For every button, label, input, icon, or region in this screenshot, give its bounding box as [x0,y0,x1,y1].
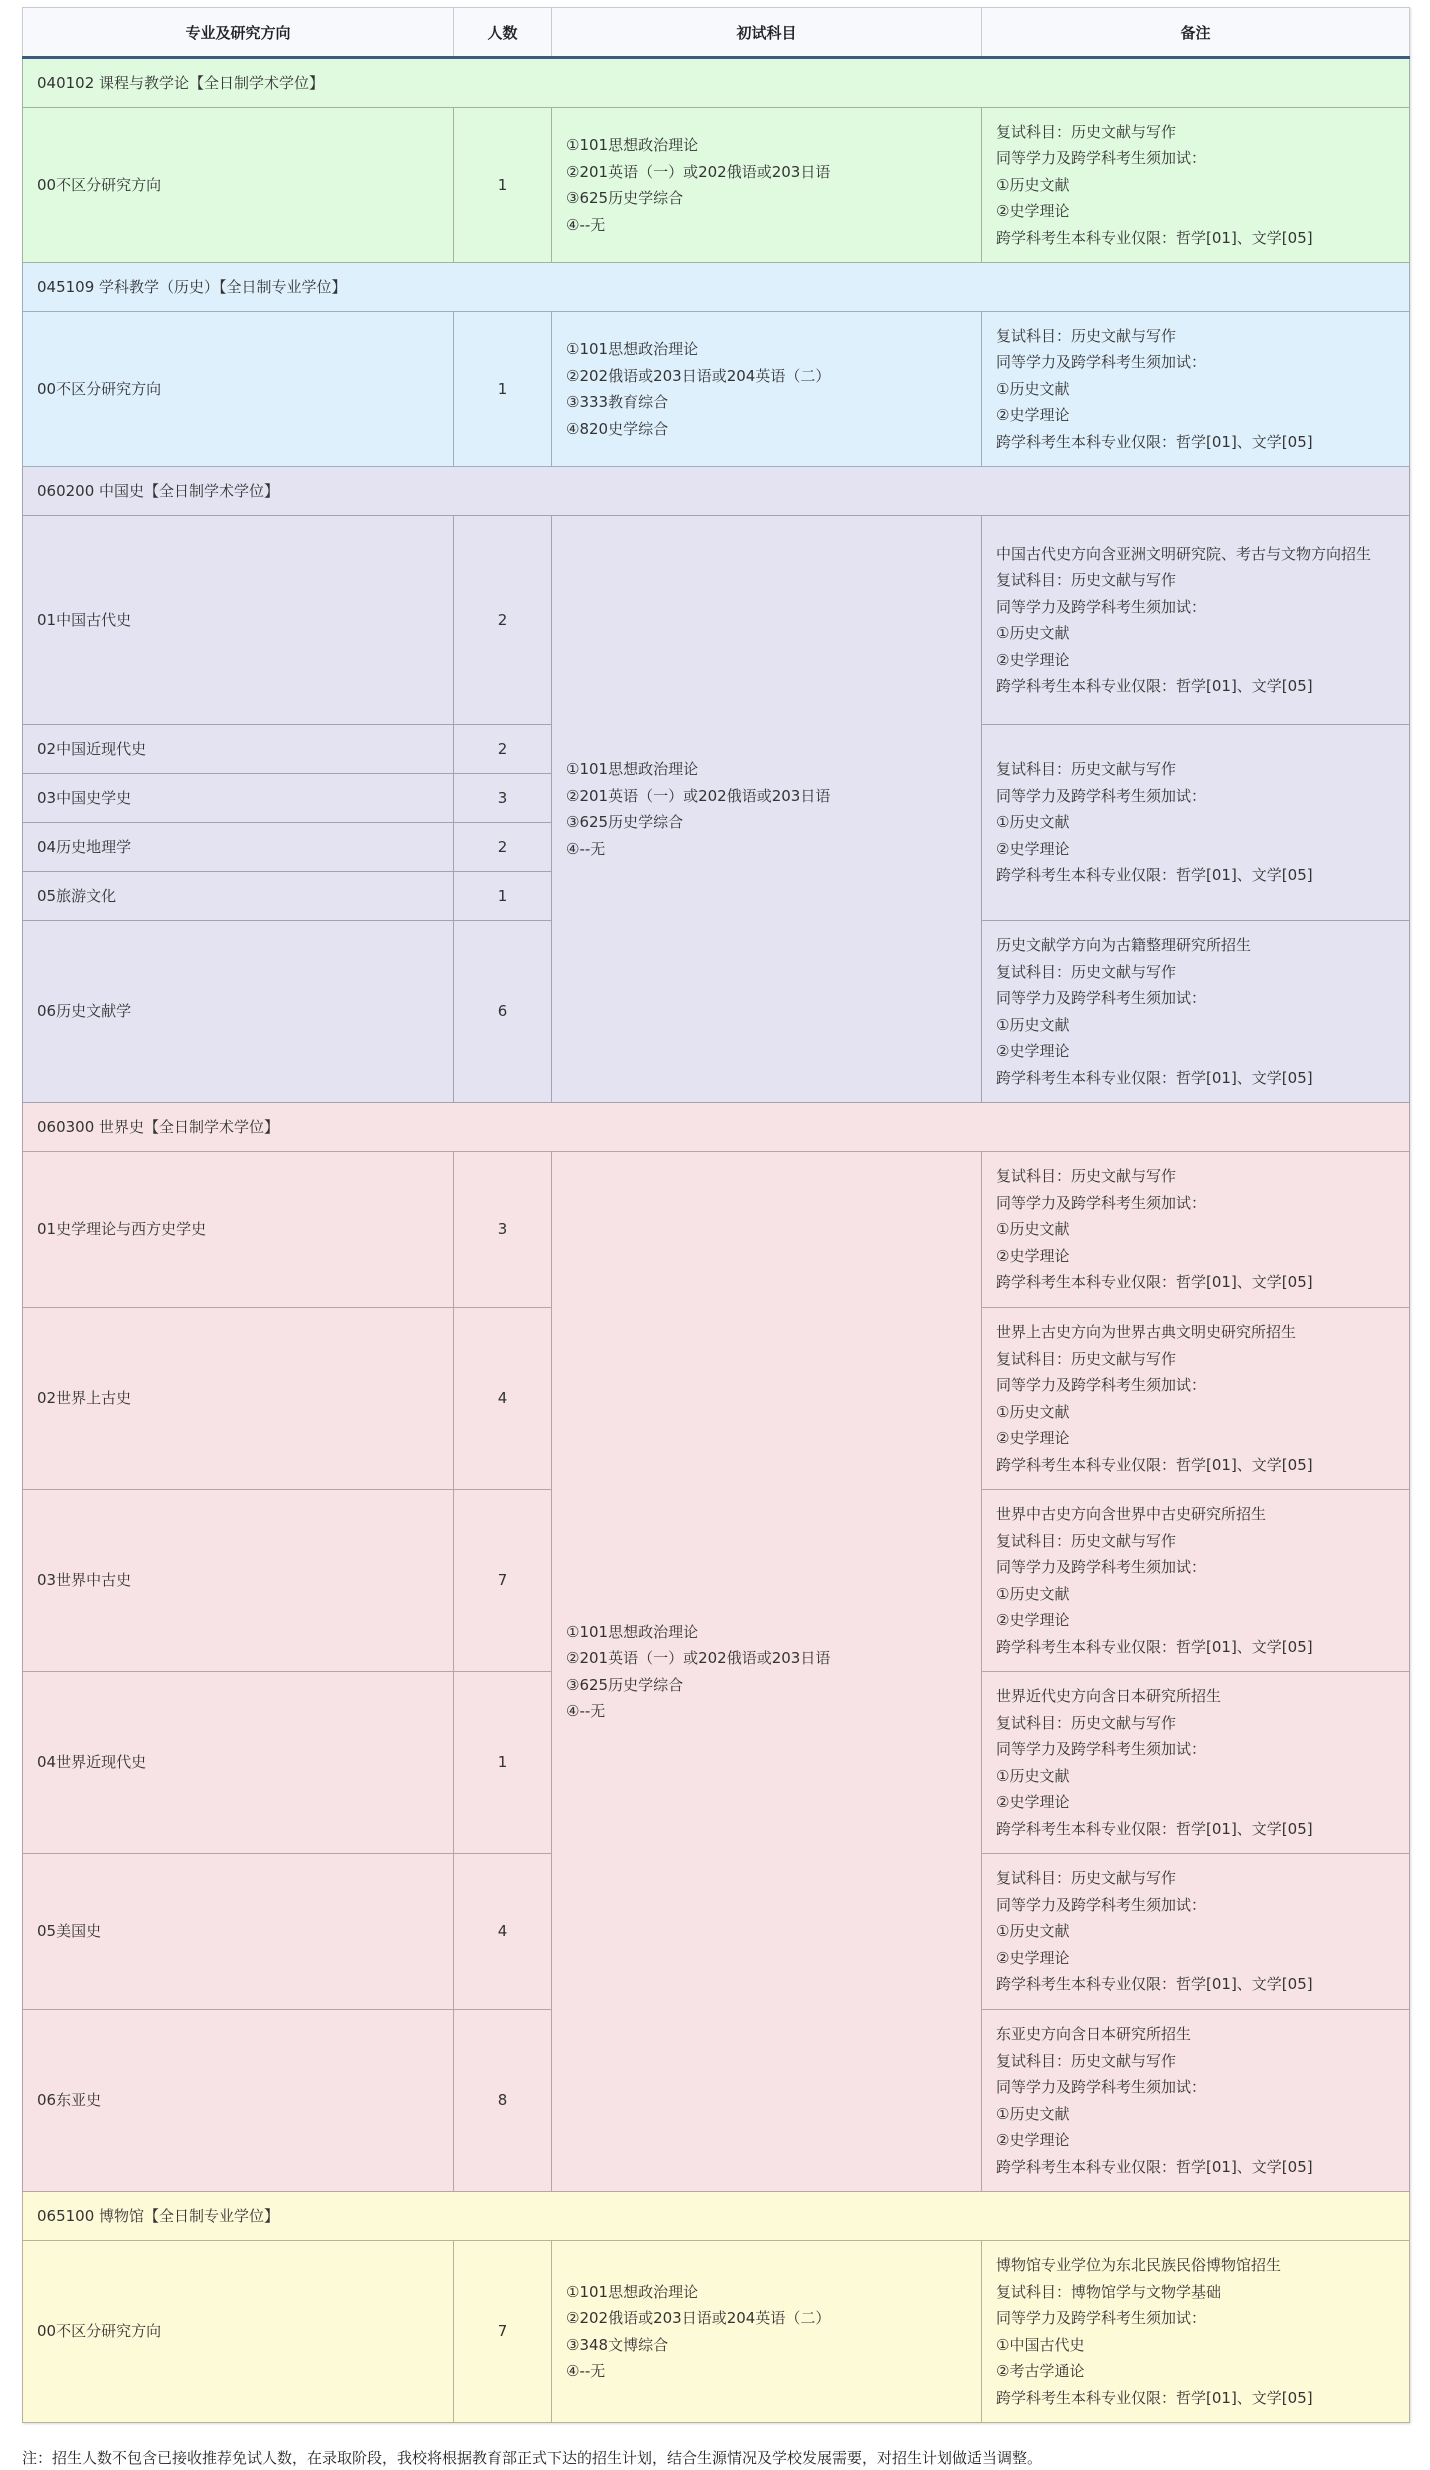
remark-line: 世界近代史方向含日本研究所招生 [996,1687,1222,1705]
remark-line: 跨学科考生本科专业仅限：哲学[01]、文学[05] [996,432,1313,451]
exam-subject: ③348文博综合 [566,2335,669,2354]
remark-line: 复试科目：历史文献与写作 [996,1167,1177,1186]
remark-line: 同等学力及跨学科考生须加试： [996,786,1207,805]
remark-line: ①历史文献 [996,813,1070,832]
exam-subject: ③625历史学综合 [566,813,684,831]
table-header-row [23,8,1410,58]
header-count: 人数 [454,8,552,58]
remark-line: ②史学理论 [996,202,1070,221]
remark-line: 同等学力及跨学科考生须加试： [996,989,1207,1007]
exam-subject: ①101思想政治理论 [566,136,699,154]
remark-line: ①历史文献 [996,2104,1070,2123]
remark-line: ②史学理论 [996,650,1070,669]
remarks-cell [982,108,1410,263]
count-cell: 1 [454,872,552,921]
count-cell: 4 [454,1308,552,1490]
header-exam-subjects: 初试科目 [552,8,982,58]
direction-cell: 00不区分研究方向 [23,2241,454,2423]
remark-line: ②史学理论 [996,839,1070,858]
remark-line: 历史文献学方向为古籍整理研究所招生 [996,936,1252,954]
remark-line: 同等学力及跨学科考生须加试： [996,1376,1207,1394]
remarks-cell [982,1672,1410,1854]
exam-subject: ④820史学综合 [566,419,669,438]
section-title: 045109 学科教学（历史）【全日制专业学位】 [23,263,1410,312]
remark-line: ①历史文献 [996,1922,1070,1941]
remark-line: ①历史文献 [996,1220,1070,1239]
direction-cell: 05美国史 [23,1854,454,2010]
remark-line: 复试科目：历史文献与写作 [996,1713,1177,1732]
direction-cell: 06东亚史 [23,2010,454,2192]
table-row [23,108,1410,263]
count-cell: 1 [454,312,552,467]
remark-line: 复试科目：历史文献与写作 [996,2051,1177,2070]
enrollment-table [22,7,1410,2423]
direction-cell: 06历史文献学 [23,921,454,1103]
count-cell: 7 [454,1490,552,1672]
remark-line: 跨学科考生本科专业仅限：哲学[01]、文学[05] [996,1975,1313,1994]
exam-subject: ④--无 [566,839,606,858]
remark-line: 同等学力及跨学科考生须加试： [996,597,1207,616]
remark-line: ②史学理论 [996,1948,1070,1967]
remarks-cell [982,312,1410,467]
remark-line: 跨学科考生本科专业仅限：哲学[01]、文学[05] [996,1819,1313,1838]
remark-line: ②史学理论 [996,1042,1070,1060]
exam-subject: ③625历史学综合 [566,189,684,207]
remark-line: ①历史文献 [996,624,1070,642]
remark-line: ①历史文献 [996,1402,1070,1421]
exam-subject: ④--无 [566,2362,606,2380]
direction-cell: 02世界上古史 [23,1308,454,1490]
exam-subject: ④--无 [566,215,606,234]
remark-line: 同等学力及跨学科考生须加试： [996,149,1207,168]
exam-subjects-cell [552,108,982,263]
exam-subject: ②202俄语或203日语或204英语（二） [566,366,831,385]
remark-line: ①历史文献 [996,175,1070,194]
count-cell: 3 [454,1152,552,1308]
section-title: 040102 课程与教学论【全日制学术学位】 [23,58,1410,108]
exam-subjects-cell [552,1152,982,2192]
direction-cell: 03世界中古史 [23,1490,454,1672]
section-header-row [23,263,1410,312]
exam-subjects-cell [552,312,982,467]
enrollment-table-container [22,7,1409,2423]
remark-line: 跨学科考生本科专业仅限：哲学[01]、文学[05] [996,2388,1313,2407]
remarks-cell [982,1854,1410,2010]
exam-subject: ①101思想政治理论 [566,760,699,778]
section-header-row [23,58,1410,108]
remark-line: 复试科目：博物馆学与文物学基础 [996,2282,1222,2301]
remark-line: 同等学力及跨学科考生须加试： [996,1193,1207,1212]
remark-line: 世界中古史方向含世界中古史研究所招生 [996,1505,1267,1523]
section-header-row [23,2192,1410,2241]
remark-line: 跨学科考生本科专业仅限：哲学[01]、文学[05] [996,1455,1313,1474]
direction-cell: 05旅游文化 [23,872,454,921]
remark-line: 复试科目：历史文献与写作 [996,1349,1177,1368]
remark-line: 复试科目：历史文献与写作 [996,760,1177,779]
remark-line: 复试科目：历史文献与写作 [996,122,1177,141]
direction-cell: 00不区分研究方向 [23,108,454,263]
direction-cell: 04历史地理学 [23,823,454,872]
count-cell: 7 [454,2241,552,2423]
remark-line: 博物馆专业学位为东北民族民俗博物馆招生 [996,2256,1282,2274]
remark-line: 跨学科考生本科专业仅限：哲学[01]、文学[05] [996,228,1313,247]
exam-subjects-cell [552,2241,982,2423]
count-cell: 6 [454,921,552,1103]
remark-line: 复试科目：历史文献与写作 [996,1869,1177,1888]
exam-subject: ②201英语（一）或202俄语或203日语 [566,162,831,181]
remark-line: 东亚史方向含日本研究所招生 [996,2025,1192,2043]
exam-subject: ①101思想政治理论 [566,340,699,358]
remark-line: 同等学力及跨学科考生须加试： [996,2078,1207,2096]
count-cell: 1 [454,108,552,263]
exam-subject: ③625历史学综合 [566,1675,684,1694]
footnote: 注：招生人数不包含已接收推荐免试人数，在录取阶段，我校将根据教育部正式下达的招生计划，结合生源情况及学校发展需要，对招生计划做适当调整。 [22,2449,1043,2467]
remarks-cell [982,2241,1410,2423]
direction-cell: 02中国近现代史 [23,725,454,774]
table-row [23,516,1410,725]
count-cell: 4 [454,1854,552,2010]
direction-cell: 01中国古代史 [23,516,454,725]
table-row [23,2241,1410,2423]
remark-line: 复试科目：历史文献与写作 [996,962,1177,981]
remark-line: 复试科目：历史文献与写作 [996,1531,1177,1550]
count-cell: 2 [454,516,552,725]
remark-line: ②史学理论 [996,1429,1070,1447]
remark-line: 跨学科考生本科专业仅限：哲学[01]、文学[05] [996,866,1313,885]
remark-line: 同等学力及跨学科考生须加试： [996,1558,1207,1576]
direction-cell: 00不区分研究方向 [23,312,454,467]
count-cell: 1 [454,1672,552,1854]
exam-subject: ①101思想政治理论 [566,1622,699,1641]
count-cell: 2 [454,823,552,872]
remark-line: 跨学科考生本科专业仅限：哲学[01]、文学[05] [996,1273,1313,1292]
table-row [23,1152,1410,1308]
remark-line: 跨学科考生本科专业仅限：哲学[01]、文学[05] [996,1068,1313,1087]
remark-line: 跨学科考生本科专业仅限：哲学[01]、文学[05] [996,677,1313,695]
section-title: 060200 中国史【全日制学术学位】 [23,467,1410,516]
remark-line: ①历史文献 [996,1015,1070,1034]
remark-line: 同等学力及跨学科考生须加试： [996,1895,1207,1914]
remark-line: 同等学力及跨学科考生须加试： [996,1740,1207,1758]
remarks-cell [982,921,1410,1103]
remark-line: 中国古代史方向含亚洲文明研究院、考古与文物方向招生 [996,544,1372,563]
remark-line: ①中国古代史 [996,2335,1085,2354]
remark-line: 同等学力及跨学科考生须加试： [996,353,1207,372]
table-row [23,312,1410,467]
count-cell: 2 [454,725,552,774]
exam-subject: ②201英语（一）或202俄语或203日语 [566,1649,831,1667]
remarks-cell [982,725,1410,921]
remark-line: ②史学理论 [996,1611,1070,1629]
remark-line: ①历史文献 [996,1766,1070,1785]
exam-subject: ④--无 [566,1702,606,1720]
header-direction: 专业及研究方向 [23,8,454,58]
section-title: 060300 世界史【全日制学术学位】 [23,1103,1410,1152]
remark-line: 同等学力及跨学科考生须加试： [996,2309,1207,2327]
header-remarks: 备注 [982,8,1410,58]
section-title: 065100 博物馆【全日制专业学位】 [23,2192,1410,2241]
section-header-row [23,467,1410,516]
remarks-cell [982,516,1410,725]
exam-subject: ②202俄语或203日语或204英语（二） [566,2309,831,2327]
remarks-cell [982,2010,1410,2192]
direction-cell: 01史学理论与西方史学史 [23,1152,454,1308]
remark-line: ①历史文献 [996,1584,1070,1603]
remarks-cell [982,1490,1410,1672]
remarks-cell [982,1152,1410,1308]
remark-line: 跨学科考生本科专业仅限：哲学[01]、文学[05] [996,1637,1313,1656]
remark-line: ②史学理论 [996,406,1070,425]
remark-line: ②史学理论 [996,1793,1070,1811]
remark-line: ②史学理论 [996,2131,1070,2149]
remark-line: ①历史文献 [996,379,1070,398]
remark-line: 复试科目：历史文献与写作 [996,571,1177,589]
exam-subject: ①101思想政治理论 [566,2282,699,2301]
count-cell: 3 [454,774,552,823]
section-header-row [23,1103,1410,1152]
exam-subject: ③333教育综合 [566,393,669,411]
remark-line: ②史学理论 [996,1246,1070,1265]
remark-line: 世界上古史方向为世界古典文明史研究所招生 [996,1323,1297,1341]
direction-cell: 04世界近现代史 [23,1672,454,1854]
exam-subjects-cell [552,516,982,1103]
count-cell: 8 [454,2010,552,2192]
direction-cell: 03中国史学史 [23,774,454,823]
remark-line: 跨学科考生本科专业仅限：哲学[01]、文学[05] [996,2157,1313,2176]
exam-subject: ②201英语（一）或202俄语或203日语 [566,786,831,805]
remark-line: 复试科目：历史文献与写作 [996,326,1177,345]
remark-line: ②考古学通论 [996,2362,1085,2380]
remarks-cell [982,1308,1410,1490]
